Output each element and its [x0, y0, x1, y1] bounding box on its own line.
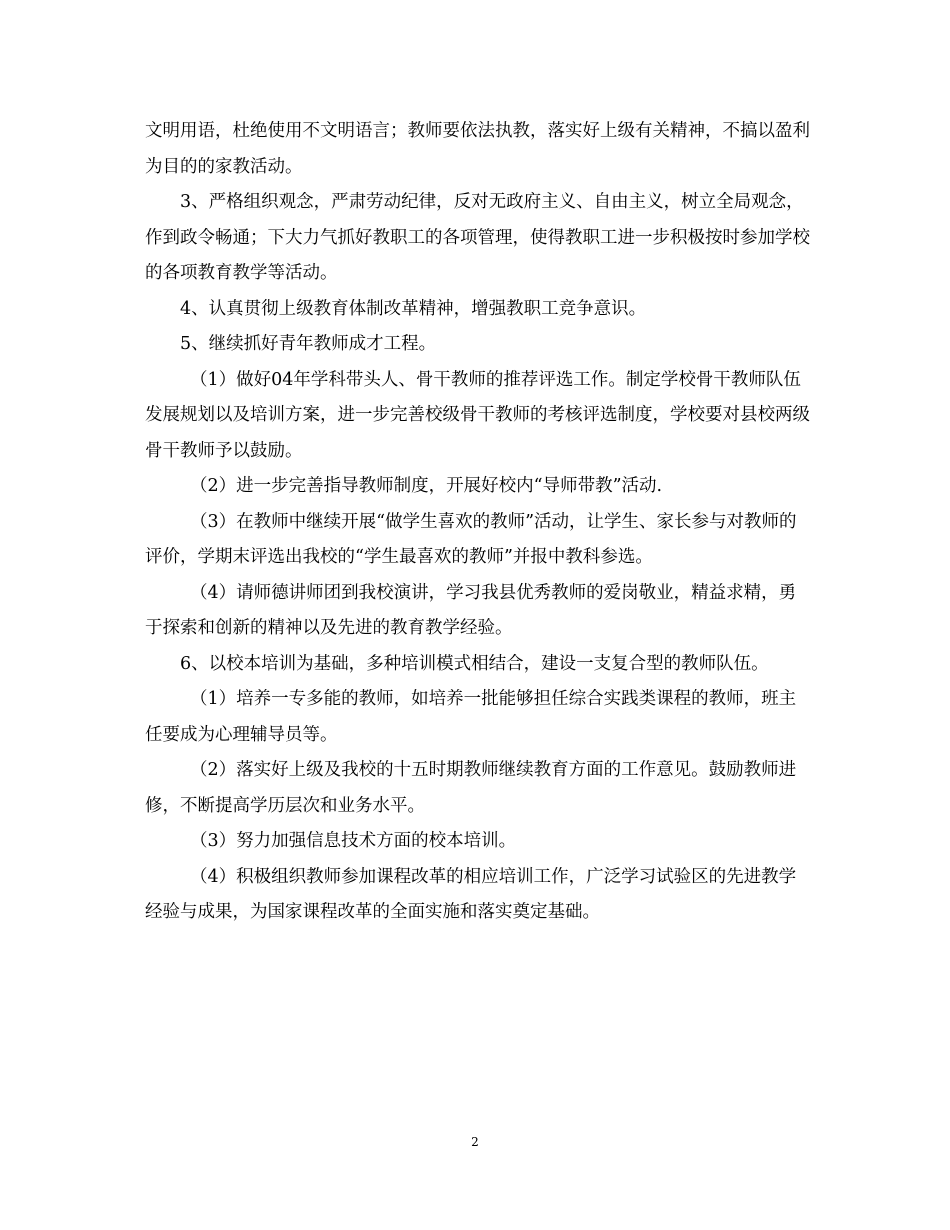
paragraph-item-6-2: （2）落实好上级及我校的十五时期教师继续教育方面的工作意见。鼓励教师进修，不断提高学历层次和业务水平。: [145, 760, 797, 816]
paragraph-item-6-3: （3）努力加强信息技术方面的校本培训。: [190, 831, 517, 851]
paragraph-item-4: 4、认真贯彻上级教育体制改革精神，增强教职工竞争意识。: [180, 298, 647, 319]
paragraph-item-5-1: （1）做好04年学科带头人、骨干教师的推荐评选工作。制定学校骨干教师队伍发展规划以及培训方案，进一步完善校级骨干教师的考核评选制度，学校要对县校两级骨干教师予以鼓励。: [145, 369, 810, 461]
paragraph-item-5-4: （4）请师德讲师团到我校演讲，学习我县优秀教师的爱岗敬业，精益求精，勇于探索和创新的精神以及先进的教育教学经验。: [145, 582, 797, 638]
paragraph-item-6-4: （4）积极组织教师参加课程改革的相应培训工作，广泛学习试验区的先进教学经验与成果，为国家课程改革的全面实施和落实奠定基础。: [145, 866, 797, 922]
paragraph-item-3: 3、严格组织观念，严肃劳动纪律，反对无政府主义、自由主义，树立全局观念，作到政令畅通；下大力气抓好教职工的各项管理，使得教职工进一步积极按时参加学校的各项教育教学等活动。: [145, 192, 810, 283]
paragraph-item-5-2: （2）进一步完善指导教师制度，开展好校内“导师带教”活动.: [190, 476, 663, 496]
paragraph-item-6: 6、以校本培训为基础，多种培训模式相结合，建设一支复合型的教师队伍。: [180, 653, 769, 674]
document-body: [145, 114, 810, 931]
paragraph-continuation: 文明用语，杜绝使用不文明语言；教师要依法执教，落实好上级有关精神，不搞以盈利为目的的家教活动。: [145, 121, 810, 177]
page-number: 2: [471, 1135, 479, 1149]
paragraph-item-5: 5、继续抓好青年教师成才工程。: [180, 334, 437, 354]
paragraph-item-6-1: （1）培养一专多能的教师，如培养一批能够担任综合实践类课程的教师，班主任要成为心理辅导员等。: [145, 689, 797, 745]
paragraph-item-5-3: （3）在教师中继续开展“做学生喜欢的教师”活动，让学生、家长参与对教师的评价，学期末评选出我校的“学生最喜欢的教师”并报中教科参选。: [145, 511, 797, 567]
